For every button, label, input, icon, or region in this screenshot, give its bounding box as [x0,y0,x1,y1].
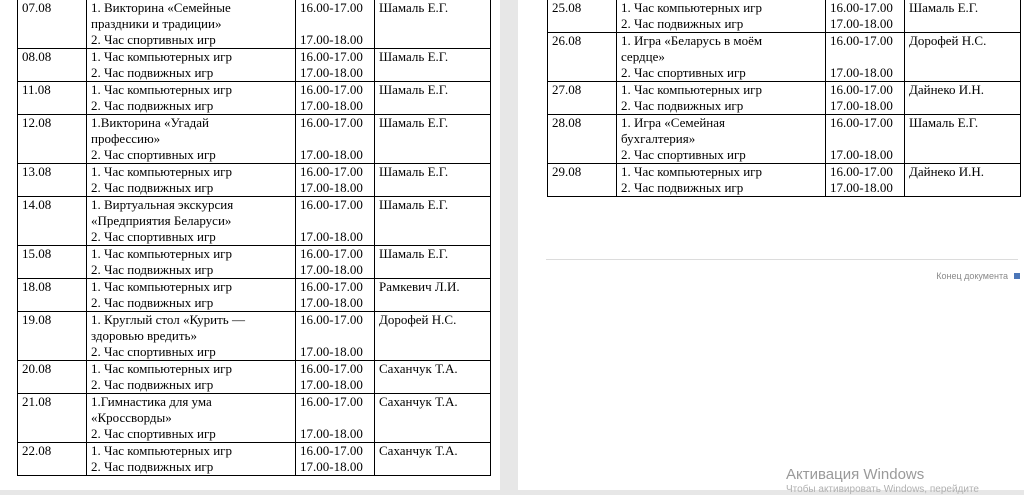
table-row [18,115,491,164]
time-line: 16.00-17.00 [830,164,893,179]
activity-line: 2. Час спортивных игр [621,147,746,162]
date-cell [18,49,87,82]
table-row [18,82,491,115]
table-row [18,197,491,246]
date-cell [18,115,87,164]
time-line: 16.00-17.00 [830,0,893,15]
activity-cell [617,0,826,33]
windows-activation-subtitle: Чтобы активировать Windows, перейдите [786,484,979,495]
time-line: 17.00-18.00 [300,32,363,47]
activity-line: 2. Час подвижных игр [91,459,214,474]
date-text: 22.08 [22,443,52,458]
time-line [300,328,371,344]
date-cell [18,443,87,476]
activity-line: 2. Час спортивных игр [91,229,216,244]
responsible-text: Шамаль Е.Г. [379,49,449,64]
activity-line: здоровью вредить» [91,328,197,343]
activity-cell [87,82,296,115]
time-cell [826,0,905,33]
date-text: 08.08 [22,49,52,64]
activity-line: 2. Час спортивных игр [91,147,216,162]
activity-cell [87,0,296,49]
time-line: 16.00-17.00 [300,312,363,327]
time-cell [826,33,905,82]
activity-line: 1. Час компьютерных игр [91,443,232,458]
responsible-cell [375,279,491,312]
table-row [18,0,491,49]
table-row [548,0,1021,33]
responsible-cell [905,0,1021,33]
date-cell [18,279,87,312]
time-line: 17.00-18.00 [300,459,363,474]
time-line: 16.00-17.00 [300,361,363,376]
activity-cell [87,197,296,246]
responsible-text: Саханчук Т.А. [379,394,458,409]
date-text: 26.08 [552,33,582,48]
table-row [18,164,491,197]
responsible-cell [905,33,1021,82]
responsible-text: Шамаль Е.Г. [379,82,449,97]
activity-line: сердце» [621,49,665,64]
activity-cell [87,312,296,361]
date-cell [548,164,617,197]
activity-line: профессию» [91,131,161,146]
responsible-cell [375,197,491,246]
table-row [548,82,1021,115]
time-line: 17.00-18.00 [830,180,893,195]
activity-line: праздники и традиции» [91,16,222,31]
date-text: 12.08 [22,115,52,130]
activity-line: 1. Час компьютерных игр [91,49,232,64]
date-cell [18,197,87,246]
activity-line: 1. Час компьютерных игр [91,361,232,376]
schedule-table-right [547,0,1021,197]
table-row [18,312,491,361]
activity-line: 1. Час компьютерных игр [621,82,762,97]
date-text: 18.08 [22,279,52,294]
time-line [830,49,901,65]
activity-line: 2. Час подвижных игр [91,65,214,80]
responsible-text: Шамаль Е.Г. [379,164,449,179]
responsible-cell [905,115,1021,164]
activity-cell [87,394,296,443]
activity-line: 1. Виртуальная экскурсия [91,197,234,212]
time-line: 17.00-18.00 [300,65,363,80]
end-of-document-label: Конец документа [936,271,1008,281]
time-line: 16.00-17.00 [300,246,363,261]
date-cell [18,361,87,394]
activity-cell [617,115,826,164]
time-line: 16.00-17.00 [830,33,893,48]
time-line: 16.00-17.00 [830,82,893,97]
time-line: 17.00-18.00 [300,147,363,162]
activity-line: 2. Час подвижных игр [91,262,214,277]
date-text: 20.08 [22,361,52,376]
table-row [18,443,491,476]
responsible-text: Шамаль Е.Г. [379,246,449,261]
responsible-text: Саханчук Т.А. [379,443,458,458]
responsible-text: Шамаль Е.Г. [909,0,979,15]
table-row [18,246,491,279]
time-cell [296,279,375,312]
activity-line: 2. Час спортивных игр [621,65,746,80]
responsible-cell [375,115,491,164]
responsible-cell [375,394,491,443]
responsible-text: Дайнеко И.Н. [909,164,985,179]
date-text: 15.08 [22,246,52,261]
activity-line: 1. Час компьютерных игр [621,0,762,15]
date-cell [548,0,617,33]
time-cell [296,82,375,115]
activity-line: «Кроссворды» [91,410,172,425]
activity-cell [87,164,296,197]
time-cell [296,197,375,246]
time-line: 17.00-18.00 [300,229,363,244]
time-line: 17.00-18.00 [300,377,363,392]
date-text: 07.08 [22,0,52,15]
activity-line: 1.Викторина «Угадай [91,115,209,130]
date-cell [548,115,617,164]
activity-line: 2. Час подвижных игр [91,180,214,195]
windows-activation-title: Активация Windows [786,466,925,483]
responsible-text: Шамаль Е.Г. [909,115,979,130]
table-row [18,394,491,443]
responsible-text: Шамаль Е.Г. [379,0,449,15]
activity-line: 2. Час подвижных игр [621,180,744,195]
responsible-cell [375,82,491,115]
activity-cell [87,443,296,476]
activity-line: 1.Гимнастика для ума [91,394,212,409]
responsible-cell [375,0,491,49]
responsible-cell [375,164,491,197]
date-cell [548,82,617,115]
table-row [18,49,491,82]
time-line [300,213,371,229]
time-line: 16.00-17.00 [300,115,363,130]
responsible-cell [905,82,1021,115]
end-marker-square-icon [1014,273,1020,279]
responsible-text: Саханчук Т.А. [379,361,458,376]
activity-line: 2. Час подвижных игр [91,377,214,392]
activity-line: 2. Час подвижных игр [91,295,214,310]
date-text: 19.08 [22,312,52,327]
responsible-cell [905,164,1021,197]
table-row [548,33,1021,82]
time-line: 17.00-18.00 [830,147,893,162]
table-row [18,279,491,312]
date-cell [18,82,87,115]
date-cell [18,312,87,361]
date-text: 29.08 [552,164,582,179]
responsible-cell [375,246,491,279]
date-text: 25.08 [552,0,582,15]
time-cell [296,0,375,49]
time-cell [826,115,905,164]
activity-line: 2. Час подвижных игр [621,98,744,113]
time-line: 16.00-17.00 [300,49,363,64]
activity-cell [617,164,826,197]
responsible-text: Рамкевич Л.И. [379,279,460,294]
activity-cell [617,82,826,115]
activity-cell [87,246,296,279]
end-of-document-marker [860,271,1020,281]
date-cell [18,394,87,443]
time-line: 17.00-18.00 [830,16,893,31]
activity-line: 1. Час компьютерных игр [621,164,762,179]
time-line: 17.00-18.00 [300,295,363,310]
time-line [300,410,371,426]
table-row [548,115,1021,164]
time-line [300,16,371,32]
activity-line: 1. Круглый стол «Курить — [91,312,245,327]
activity-line: 2. Час подвижных игр [91,98,214,113]
time-line: 16.00-17.00 [300,0,363,15]
time-cell [296,443,375,476]
time-line: 17.00-18.00 [300,426,363,441]
activity-line: 2. Час спортивных игр [91,344,216,359]
activity-cell [87,49,296,82]
activity-line: «Предприятия Беларуси» [91,213,232,228]
time-cell [296,115,375,164]
responsible-text: Шамаль Е.Г. [379,115,449,130]
activity-line: 1. Игра «Беларусь в моём [621,33,763,48]
activity-line: 2. Час подвижных игр [621,16,744,31]
time-line: 17.00-18.00 [300,262,363,277]
time-line: 16.00-17.00 [300,164,363,179]
responsible-text: Шамаль Е.Г. [379,197,449,212]
responsible-text: Дорофей Н.С. [379,312,457,327]
activity-line: 1. Час компьютерных игр [91,164,232,179]
responsible-cell [375,361,491,394]
time-line: 17.00-18.00 [830,65,893,80]
time-line: 17.00-18.00 [300,180,363,195]
end-of-document-divider [546,259,1018,260]
activity-line: 1. Час компьютерных игр [91,279,232,294]
responsible-text: Дайнеко И.Н. [909,82,985,97]
time-cell [296,312,375,361]
time-line: 16.00-17.00 [300,394,363,409]
date-text: 28.08 [552,115,582,130]
date-cell [18,0,87,49]
time-line: 17.00-18.00 [300,98,363,113]
date-text: 27.08 [552,82,582,97]
date-text: 21.08 [22,394,52,409]
activity-line: 1. Час компьютерных игр [91,246,232,261]
time-cell [296,394,375,443]
activity-line: 1. Час компьютерных игр [91,82,232,97]
activity-line: 1. Викторина «Семейные [91,0,231,15]
time-line: 17.00-18.00 [300,344,363,359]
responsible-cell [375,312,491,361]
table-row [548,164,1021,197]
responsible-text: Дорофей Н.С. [909,33,987,48]
time-line: 16.00-17.00 [300,443,363,458]
time-cell [296,164,375,197]
time-line: 16.00-17.00 [300,82,363,97]
date-text: 11.08 [22,82,51,97]
responsible-cell [375,49,491,82]
activity-cell [617,33,826,82]
activity-line: 2. Час спортивных игр [91,426,216,441]
activity-line: 2. Час спортивных игр [91,32,216,47]
schedule-table-left [17,0,491,476]
table-row [18,361,491,394]
time-line [300,131,371,147]
activity-cell [87,115,296,164]
time-cell [296,246,375,279]
time-line: 16.00-17.00 [830,115,893,130]
time-line [830,131,901,147]
time-line: 16.00-17.00 [300,197,363,212]
date-cell [548,33,617,82]
date-text: 14.08 [22,197,52,212]
date-text: 13.08 [22,164,52,179]
responsible-cell [375,443,491,476]
activity-line: 1. Игра «Семейная [621,115,725,130]
date-cell [18,246,87,279]
time-line: 17.00-18.00 [830,98,893,113]
time-cell [826,164,905,197]
time-cell [296,361,375,394]
activity-cell [87,361,296,394]
time-cell [296,49,375,82]
time-line: 16.00-17.00 [300,279,363,294]
date-cell [18,164,87,197]
activity-line: бухгалтерия» [621,131,696,146]
activity-cell [87,279,296,312]
time-cell [826,82,905,115]
